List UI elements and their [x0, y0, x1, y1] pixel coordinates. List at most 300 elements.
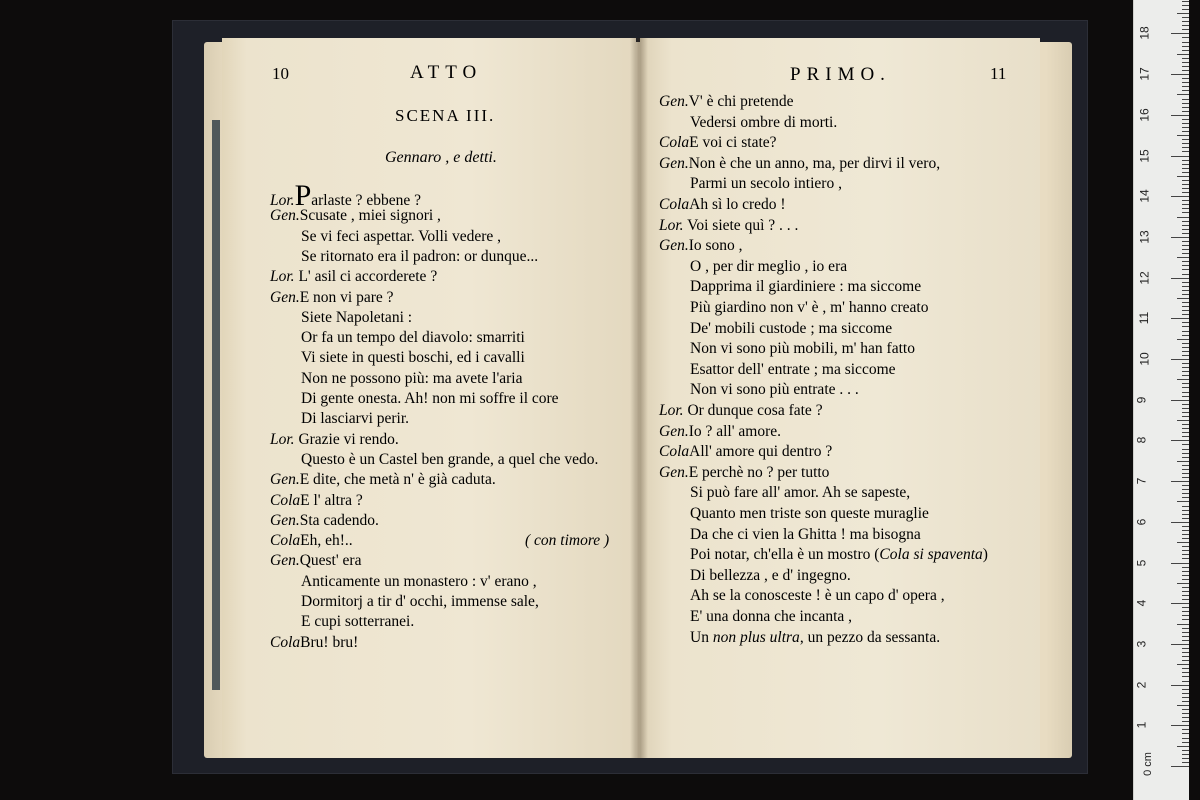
- line-text: Ah se la conosceste ! è un capo d' opera ,: [690, 587, 945, 605]
- ruler-tick: [1182, 611, 1189, 612]
- ruler-tick: [1182, 713, 1189, 714]
- ruler-tick: [1182, 147, 1189, 148]
- speaker-name: Gen.: [270, 207, 300, 225]
- ruler-tick: [1182, 331, 1189, 332]
- ruler-tick: [1182, 681, 1189, 682]
- ruler-tick: [1182, 449, 1189, 450]
- ruler-tick: [1182, 314, 1189, 315]
- ruler-tick: [1182, 29, 1189, 30]
- text-line: [690, 566, 851, 586]
- speaker-name: Cola: [659, 443, 690, 461]
- ruler-tick: [1182, 322, 1189, 323]
- text-line: [270, 288, 394, 308]
- ruler-tick: [1182, 347, 1189, 348]
- ruler-tick: [1182, 208, 1189, 209]
- ruler-tick: [1182, 302, 1189, 303]
- text-line: [690, 360, 896, 380]
- ruler-tick: [1182, 326, 1189, 327]
- line-text: Ah sì lo credo !: [689, 196, 786, 213]
- ruler-unit-label: 0 cm: [1141, 752, 1154, 776]
- ruler-tick: [1171, 481, 1189, 482]
- line-text: Io ? all' amore.: [688, 422, 782, 440]
- ruler-tick: [1182, 453, 1189, 454]
- text-line: [659, 154, 940, 174]
- ruler-tick: [1182, 225, 1189, 226]
- ruler-tick: [1182, 131, 1189, 132]
- ruler-tick: [1182, 82, 1189, 83]
- ruler-tick: [1171, 74, 1189, 75]
- ruler-tick: [1182, 428, 1189, 429]
- text-line: [659, 92, 794, 112]
- ruler-tick: [1182, 758, 1189, 759]
- ruler-tick: [1182, 274, 1189, 275]
- text-line: [659, 442, 832, 462]
- ruler-tick: [1177, 176, 1189, 177]
- text-line: [270, 470, 496, 490]
- line-text: O , per dir meglio , io era: [690, 257, 848, 275]
- ruler-tick: [1182, 107, 1189, 108]
- line-text: E cupi sotterranei.: [301, 613, 415, 631]
- text-line: [270, 511, 379, 531]
- line-text: Si può fare all' amor. Ah se sapeste,: [690, 484, 911, 502]
- ruler-tick: [1177, 13, 1189, 14]
- scene-title: SCENA III.: [395, 106, 496, 125]
- text-line: [301, 572, 537, 592]
- ruler-tick: [1182, 717, 1189, 718]
- ruler-tick: [1182, 66, 1189, 67]
- ruler-tick: [1182, 70, 1189, 71]
- speaker-name: Lor.: [659, 216, 684, 234]
- ruler-tick: [1182, 444, 1189, 445]
- ruler-number: 6: [1134, 518, 1149, 526]
- ruler-tick: [1182, 530, 1189, 531]
- ruler-tick: [1182, 514, 1189, 515]
- ruler-tick: [1182, 37, 1189, 38]
- ruler-tick: [1177, 339, 1189, 340]
- ruler-tick: [1182, 123, 1189, 124]
- ruler-tick: [1182, 632, 1189, 633]
- ruler-tick: [1171, 603, 1189, 604]
- line-text: E perchè no ? per tutto: [688, 463, 830, 481]
- ruler-tick: [1182, 506, 1189, 507]
- ruler-tick: [1182, 265, 1189, 266]
- line-text: E' una donna che incanta ,: [690, 608, 853, 625]
- line-text: Anticamente un monastero : v' erano ,: [301, 572, 537, 590]
- ruler-tick: [1182, 111, 1189, 112]
- ruler-tick: [1182, 591, 1189, 592]
- speaker-name: Cola: [270, 491, 301, 509]
- ruler-tick: [1182, 204, 1189, 205]
- ruler-tick: [1182, 473, 1189, 474]
- ruler-number: 4: [1134, 599, 1149, 607]
- ruler-tick: [1182, 693, 1189, 694]
- ruler-tick: [1182, 526, 1189, 527]
- right-page-number: 11: [990, 64, 1007, 83]
- ruler-tick: [1182, 245, 1189, 246]
- ruler-tick: [1182, 241, 1189, 242]
- ruler-tick: [1182, 742, 1189, 743]
- ruler-tick: [1182, 164, 1189, 165]
- ruler-tick: [1182, 383, 1189, 384]
- ruler-number: 15: [1137, 148, 1152, 163]
- ruler-tick: [1182, 212, 1189, 213]
- stage-direction: Cola si spaventa: [879, 546, 983, 564]
- drop-capital: P: [294, 179, 312, 212]
- ruler-tick: [1177, 420, 1189, 421]
- ruler-tick: [1182, 477, 1189, 478]
- speaker-name: Gen.: [659, 463, 689, 481]
- ruler-tick: [1182, 762, 1189, 763]
- text-line: [301, 612, 414, 632]
- ruler-tick: [1182, 188, 1189, 189]
- text-line: [270, 206, 441, 226]
- ruler-tick: [1171, 33, 1189, 34]
- ruler-tick: [1182, 701, 1189, 702]
- line-text: Voi siete quì ? . . .: [683, 216, 799, 234]
- right-running-head: PRIMO.: [790, 64, 891, 85]
- speaker-name: Gen.: [270, 471, 300, 489]
- left-running-head: ATTO: [410, 62, 483, 83]
- ruler-tick: [1182, 534, 1189, 535]
- ruler-tick: [1177, 298, 1189, 299]
- line-text: Di bellezza , e d' ingegno.: [690, 566, 851, 584]
- ruler-tick: [1182, 290, 1189, 291]
- text-line: [690, 277, 921, 297]
- line-text: Quest' era: [299, 552, 362, 570]
- ruler-tick: [1182, 180, 1189, 181]
- ruler-tick: [1182, 652, 1189, 653]
- ruler-tick: [1182, 546, 1189, 547]
- ruler-tick: [1182, 457, 1189, 458]
- ruler-tick: [1182, 99, 1189, 100]
- ruler-tick: [1182, 151, 1189, 152]
- ruler-number: 16: [1137, 108, 1152, 122]
- ruler-number: 9: [1134, 396, 1149, 404]
- speaker-name: Gen.: [270, 552, 300, 570]
- ruler-tick: [1182, 119, 1189, 120]
- speaker-name: Cola: [659, 196, 690, 213]
- ruler-tick: [1182, 571, 1189, 572]
- text-line: [690, 628, 940, 648]
- line-text: Scusate , miei signori ,: [299, 207, 441, 225]
- ruler-tick: [1182, 9, 1189, 10]
- ruler-tick: [1182, 660, 1189, 661]
- ruler-tick: [1182, 416, 1189, 417]
- ruler-tick: [1177, 217, 1189, 218]
- speaker-name: Cola: [270, 633, 301, 651]
- ruler-tick: [1182, 269, 1189, 270]
- line-text: Dapprima il giardiniere : ma siccome: [690, 278, 922, 296]
- ruler-number: 14: [1137, 189, 1152, 203]
- ruler-tick: [1177, 94, 1189, 95]
- ruler-tick: [1171, 156, 1189, 157]
- ruler-tick: [1182, 1, 1189, 2]
- text-line: [690, 607, 852, 627]
- left-page-number: 10: [272, 64, 289, 83]
- ruler-number: 17: [1137, 67, 1152, 81]
- text-line: [301, 348, 525, 368]
- line-text: Quanto men triste son queste muraglie: [690, 505, 929, 522]
- ruler-tick: [1182, 363, 1189, 364]
- ruler-tick: [1182, 396, 1189, 397]
- ruler-tick: [1182, 17, 1189, 18]
- line-text: Di lasciarvi perir.: [301, 410, 410, 428]
- line-text: Or fa un tempo del diavolo: smarriti: [301, 329, 525, 347]
- ruler-tick: [1182, 343, 1189, 344]
- ruler-tick: [1182, 192, 1189, 193]
- ruler-number: 2: [1134, 681, 1149, 688]
- line-text: Siete Napoletani :: [301, 308, 413, 326]
- ruler-tick: [1182, 58, 1189, 59]
- ruler-number: 10: [1137, 352, 1152, 366]
- ruler-tick: [1182, 21, 1189, 22]
- ruler-tick: [1182, 721, 1189, 722]
- ruler-number: 1: [1134, 721, 1149, 729]
- ruler-tick: [1171, 318, 1189, 319]
- ruler-tick: [1177, 664, 1189, 665]
- line-text: Sta cadendo.: [299, 511, 379, 529]
- ruler-tick: [1182, 689, 1189, 690]
- ruler-number: 5: [1134, 559, 1149, 566]
- ruler-tick: [1182, 412, 1189, 413]
- ruler-tick: [1182, 489, 1189, 490]
- speaker-name: Gen.: [659, 422, 689, 440]
- line-text: All' amore qui dentro ?: [689, 443, 833, 461]
- text-line: [301, 247, 538, 267]
- ruler-tick: [1182, 619, 1189, 620]
- ruler-tick: [1182, 408, 1189, 409]
- ruler-tick: [1182, 139, 1189, 140]
- text-line: [301, 369, 522, 389]
- ruler-tick: [1177, 501, 1189, 502]
- ruler-tick: [1182, 733, 1189, 734]
- ruler-number: 3: [1134, 640, 1149, 648]
- ruler-tick: [1171, 440, 1189, 441]
- speaker-name: Cola: [270, 532, 301, 550]
- text-line: [301, 450, 598, 470]
- line-text: Più giardino non v' è , m' hanno creato: [690, 299, 929, 316]
- ruler-tick: [1182, 738, 1189, 739]
- ruler-tick: [1182, 253, 1189, 254]
- ruler-tick: [1182, 310, 1189, 311]
- text-line: [690, 586, 945, 606]
- ruler-tick: [1182, 168, 1189, 169]
- speaker-name: Gen.: [270, 511, 300, 529]
- stage-heading: Gennaro , e detti.: [385, 149, 497, 166]
- ruler-tick: [1177, 257, 1189, 258]
- ruler-tick: [1182, 78, 1189, 79]
- ruler-number: 8: [1134, 437, 1149, 444]
- ruler-tick: [1182, 709, 1189, 710]
- ruler-tick: [1182, 62, 1189, 63]
- speaker-name: Gen.: [270, 288, 300, 306]
- ruler-tick: [1182, 143, 1189, 144]
- ruler-tick: [1182, 367, 1189, 368]
- ruler-tick: [1182, 404, 1189, 405]
- line-text: Da che ci vien la Ghitta ! ma bisogna: [690, 525, 921, 543]
- line-text: Or dunque cosa fate ?: [683, 402, 823, 419]
- measuring-ruler: [1133, 0, 1189, 800]
- ruler-tick: [1177, 746, 1189, 747]
- text-line: [690, 113, 837, 133]
- speaker-name: Lor.: [270, 268, 295, 286]
- ruler-tick: [1171, 522, 1189, 523]
- ruler-tick: [1182, 261, 1189, 262]
- ruler-tick: [1171, 725, 1189, 726]
- line-text: Bru! bru!: [300, 633, 359, 651]
- ruler-tick: [1182, 335, 1189, 336]
- line-text: Poi notar, ch'ella è un mostro (: [690, 546, 880, 564]
- line-text: Se ritornato era il padron: or dunque...: [301, 247, 539, 265]
- text-line: [690, 298, 928, 318]
- ruler-tick: [1177, 583, 1189, 584]
- ruler-tick: [1171, 766, 1189, 767]
- ruler-tick: [1182, 628, 1189, 629]
- ruler-number: 7: [1134, 477, 1149, 485]
- speaker-name: Lor.: [270, 430, 295, 448]
- ruler-tick: [1182, 375, 1189, 376]
- ruler-tick: [1182, 286, 1189, 287]
- ruler-tick: [1182, 656, 1189, 657]
- ruler-tick: [1182, 554, 1189, 555]
- ruler-tick: [1171, 400, 1189, 401]
- stage-direction: ( con timore ): [525, 532, 610, 550]
- ruler-tick: [1177, 624, 1189, 625]
- line-text: Non vi sono più mobili, m' han fatto: [690, 340, 915, 358]
- ruler-tick: [1182, 587, 1189, 588]
- line-text: Esattor dell' entrate ; ma siccome: [690, 360, 896, 378]
- text-line: [301, 409, 409, 429]
- book-spine-strip: [212, 120, 220, 690]
- line-text: arlaste ? ebbene ?: [311, 192, 421, 209]
- ruler-tick: [1171, 359, 1189, 360]
- ruler-tick: [1182, 200, 1189, 201]
- line-text: Non è che un anno, ma, per dirvi il vero,: [688, 154, 941, 172]
- ruler-tick: [1182, 648, 1189, 649]
- ruler-tick: [1182, 579, 1189, 580]
- ruler-tick: [1177, 461, 1189, 462]
- ruler-tick: [1182, 599, 1189, 600]
- ruler-tick: [1182, 387, 1189, 388]
- ruler-number: 18: [1137, 26, 1152, 41]
- line-text: Vi siete in questi boschi, ed i cavalli: [301, 349, 525, 367]
- line-text-after: ): [982, 546, 988, 564]
- text-line: [690, 339, 915, 359]
- stage-direction: non plus ultra: [712, 628, 800, 646]
- speaker-name: Gen.: [659, 154, 689, 172]
- ruler-tick: [1182, 172, 1189, 173]
- ruler-tick: [1182, 469, 1189, 470]
- ruler-tick: [1182, 595, 1189, 596]
- ruler-tick: [1182, 465, 1189, 466]
- ruler-tick: [1171, 237, 1189, 238]
- speaker-name: Gen.: [659, 237, 689, 255]
- line-text: E voi ci state?: [689, 134, 777, 152]
- ruler-tick: [1182, 351, 1189, 352]
- ruler-tick: [1182, 424, 1189, 425]
- ruler-number: 11: [1137, 312, 1152, 325]
- ruler-tick: [1182, 294, 1189, 295]
- ruler-tick: [1182, 754, 1189, 755]
- text-line: [690, 545, 988, 565]
- ruler-number: 12: [1137, 270, 1152, 285]
- ruler-tick: [1177, 54, 1189, 55]
- ruler-tick: [1182, 233, 1189, 234]
- ruler-tick: [1182, 42, 1189, 43]
- text-line: [659, 236, 743, 256]
- ruler-tick: [1171, 196, 1189, 197]
- text-line: [659, 463, 829, 483]
- ruler-tick: [1182, 497, 1189, 498]
- line-text: Questo è un Castel ben grande, a quel che vedo.: [301, 450, 599, 468]
- text-line: [690, 525, 921, 545]
- line-text: E l' altra ?: [300, 491, 363, 509]
- text-line: [659, 133, 777, 153]
- line-text: Parmi un secolo intiero ,: [690, 175, 842, 193]
- ruler-tick: [1182, 485, 1189, 486]
- ruler-tick: [1182, 50, 1189, 51]
- text-line: [301, 227, 501, 247]
- text-line: [301, 389, 559, 409]
- ruler-tick: [1177, 542, 1189, 543]
- text-line: [270, 267, 437, 287]
- line-text: Dormitorj a tir d' occhi, immense sale,: [301, 593, 539, 610]
- ruler-tick: [1182, 436, 1189, 437]
- text-line: [301, 308, 412, 328]
- ruler-tick: [1171, 278, 1189, 279]
- ruler-tick: [1182, 729, 1189, 730]
- line-text: V' è chi pretende: [688, 93, 794, 110]
- text-line: [659, 195, 786, 215]
- speaker-name: Lor.: [270, 192, 295, 209]
- text-line: [690, 483, 910, 503]
- text-line: [270, 633, 358, 653]
- ruler-tick: [1182, 103, 1189, 104]
- ruler-tick: [1182, 672, 1189, 673]
- ruler-tick: [1182, 46, 1189, 47]
- speaker-name: Gen.: [659, 93, 689, 110]
- ruler-tick: [1177, 135, 1189, 136]
- speaker-name: Cola: [659, 134, 690, 152]
- text-line: [270, 551, 361, 571]
- text-line: [659, 401, 823, 421]
- text-line: [690, 504, 929, 524]
- ruler-tick: [1182, 697, 1189, 698]
- line-text: Vedersi ombre di morti.: [690, 113, 838, 131]
- ruler-tick: [1182, 640, 1189, 641]
- text-line: [270, 491, 363, 511]
- ruler-tick: [1182, 249, 1189, 250]
- ruler-tick: [1171, 685, 1189, 686]
- ruler-tick: [1182, 160, 1189, 161]
- line-text: Un: [690, 628, 713, 646]
- ruler-tick: [1182, 750, 1189, 751]
- ruler-tick: [1177, 379, 1189, 380]
- ruler-tick: [1182, 355, 1189, 356]
- line-text: L' asil ci accorderete ?: [294, 268, 438, 286]
- ruler-tick: [1182, 668, 1189, 669]
- line-text: E dite, che metà n' è già caduta.: [299, 471, 496, 489]
- ruler-tick: [1171, 563, 1189, 564]
- ruler-tick: [1182, 676, 1189, 677]
- ruler-tick: [1182, 636, 1189, 637]
- ruler-tick: [1182, 432, 1189, 433]
- text-line: [690, 174, 842, 194]
- line-text: Eh, eh!..: [300, 532, 353, 550]
- text-line: [690, 319, 892, 339]
- ruler-tick: [1182, 306, 1189, 307]
- ruler-tick: [1182, 127, 1189, 128]
